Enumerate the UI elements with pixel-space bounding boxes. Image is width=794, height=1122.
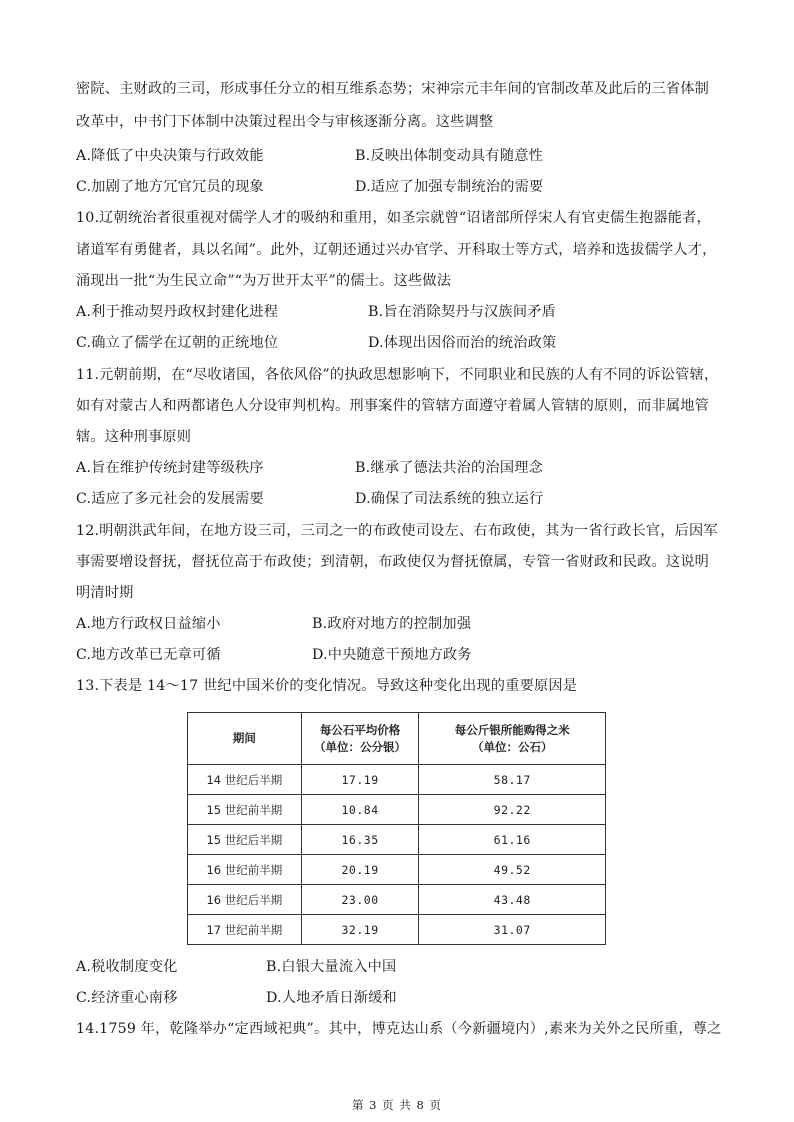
table-row — [188, 795, 606, 825]
q10-option-b: B.旨在消除契丹与汉族间矛盾 — [368, 304, 556, 320]
cell-price: 32.19 — [301, 915, 419, 945]
q10-option-d: D.体现出因俗而治的统治政策 — [368, 335, 557, 351]
header-period — [188, 713, 302, 765]
q11-option-d: D.确保了司法系统的独立运行 — [355, 491, 544, 507]
table-row — [188, 885, 606, 915]
q12-option-a: A.地方行政权日益缩小 — [76, 616, 221, 632]
q11-stem-line-1: 11.元朝前期，在“尽收诸国，各依风俗”的执政思想影响下，不同职业和民族的人有不同的诉讼管辖， — [76, 367, 719, 383]
header-rice-per-silver-unit: （单位：公石） — [471, 739, 553, 754]
q10-option-c: C.确立了儒学在辽朝的正统地位 — [76, 335, 279, 351]
q9-option-a: A.降低了中央决策与行政效能 — [76, 148, 264, 164]
cell-period: 14 世纪后半期 — [188, 765, 302, 795]
header-avg-price-label: 每公石平均价格 — [319, 722, 401, 737]
table-row — [188, 855, 606, 885]
q10-stem-line-1: 10.辽朝统治者很重视对儒学人才的吸纳和重用，如圣宗就曾“诏诸部所俘宋人有官吏儒生抱器能者， — [76, 210, 711, 226]
q13-stem: 13.下表是 14～17 世纪中国米价的变化情况。导致这种变化出现的重要原因是 — [76, 678, 578, 694]
q10-stem-line-3: 涌现出一批“为生民立命”“为万世开太平”的儒士。这些做法 — [76, 273, 452, 289]
cell-price: 16.35 — [301, 825, 419, 855]
q10-stem-line-2: 诸道军有勇健者，具以名闻”。此外，辽朝还通过兴办官学、开科取士等方式，培养和选拔儒学人才， — [76, 242, 717, 258]
cell-price: 17.19 — [301, 765, 419, 795]
table-header-row — [188, 713, 606, 765]
q12-option-c: C.地方改革已无章可循 — [76, 647, 221, 663]
header-avg-price — [301, 713, 419, 765]
page-footer: 第 3 页 共 8 页 — [352, 1098, 442, 1112]
cell-period: 15 世纪前半期 — [188, 795, 302, 825]
q9-option-b: B.反映出体制变动具有随意性 — [355, 148, 543, 164]
rice-price-table — [187, 712, 606, 945]
q11-option-c: C.适应了多元社会的发展需要 — [76, 491, 264, 507]
cell-period: 17 世纪前半期 — [188, 915, 302, 945]
q12-option-b: B.政府对地方的控制加强 — [312, 616, 472, 632]
cell-rice: 58.17 — [419, 765, 606, 795]
cell-rice: 43.48 — [419, 885, 606, 915]
table-row — [188, 915, 606, 945]
header-rice-per-silver-label: 每公斤银所能购得之米 — [454, 722, 570, 737]
table-row — [188, 825, 606, 855]
cell-price: 23.00 — [301, 885, 419, 915]
table-row — [188, 765, 606, 795]
q13-option-b: B.白银大量流入中国 — [266, 959, 397, 975]
cell-price: 20.19 — [301, 855, 419, 885]
q13-option-d: D.人地矛盾日渐缓和 — [266, 990, 397, 1006]
q13-option-c: C.经济重心南移 — [76, 990, 178, 1006]
q11-stem-line-2: 如有对蒙古人和两都诸色人分设审判机构。刑事案件的管辖方面遵守着属人管辖的原则，而非属地管 — [76, 398, 710, 414]
header-rice-per-silver — [419, 713, 606, 765]
q10-option-a: A.利于推动契丹政权封建化进程 — [76, 304, 279, 320]
cell-rice: 31.07 — [419, 915, 606, 945]
q11-option-b: B.继承了德法共治的治国理念 — [355, 460, 543, 476]
q13-option-a: A.税收制度变化 — [76, 959, 178, 975]
cell-rice: 49.52 — [419, 855, 606, 885]
q9-stem-line-2: 改革中，中书门下体制中决策过程出令与审核逐渐分离。这些调整 — [76, 114, 494, 130]
q12-stem-line-1: 12.明朝洪武年间，在地方设三司，三司之一的布政使司设左、右布政使，其为一省行政长官，后因军 — [76, 523, 718, 539]
q11-stem-line-3: 辖。这种刑事原则 — [76, 429, 192, 445]
cell-rice: 92.22 — [419, 795, 606, 825]
q9-option-d: D.适应了加强专制统治的需要 — [355, 179, 544, 195]
cell-period: 16 世纪前半期 — [188, 855, 302, 885]
header-period-label: 期间 — [232, 731, 256, 745]
q14-stem-line-1: 14.1759 年，乾隆举办“定西域祀典”。其中，博克达山系（今新疆境内）,素来为关外之民所重，尊之 — [76, 1021, 722, 1037]
q9-option-c: C.加剧了地方冗官冗员的现象 — [76, 179, 264, 195]
q12-option-d: D.中央随意干预地方政务 — [312, 647, 472, 663]
cell-period: 15 世纪后半期 — [188, 825, 302, 855]
cell-price: 10.84 — [301, 795, 419, 825]
q12-stem-line-3: 明清时期 — [76, 585, 134, 601]
q9-stem-line-1: 密院、主财政的三司，形成事任分立的相互维系态势；宋神宗元丰年间的官制改革及此后的三省体制 — [76, 81, 710, 97]
cell-period: 16 世纪后半期 — [188, 885, 302, 915]
header-avg-price-unit: （单位：公分银） — [314, 739, 407, 754]
cell-rice: 61.16 — [419, 825, 606, 855]
q12-stem-line-2: 事需要增设督抚，督抚位高于布政使；到清朝，布政使仅为督抚僚属，专管一省财政和民政。这说明 — [76, 554, 710, 570]
q11-option-a: A.旨在维护传统封建等级秩序 — [76, 460, 264, 476]
